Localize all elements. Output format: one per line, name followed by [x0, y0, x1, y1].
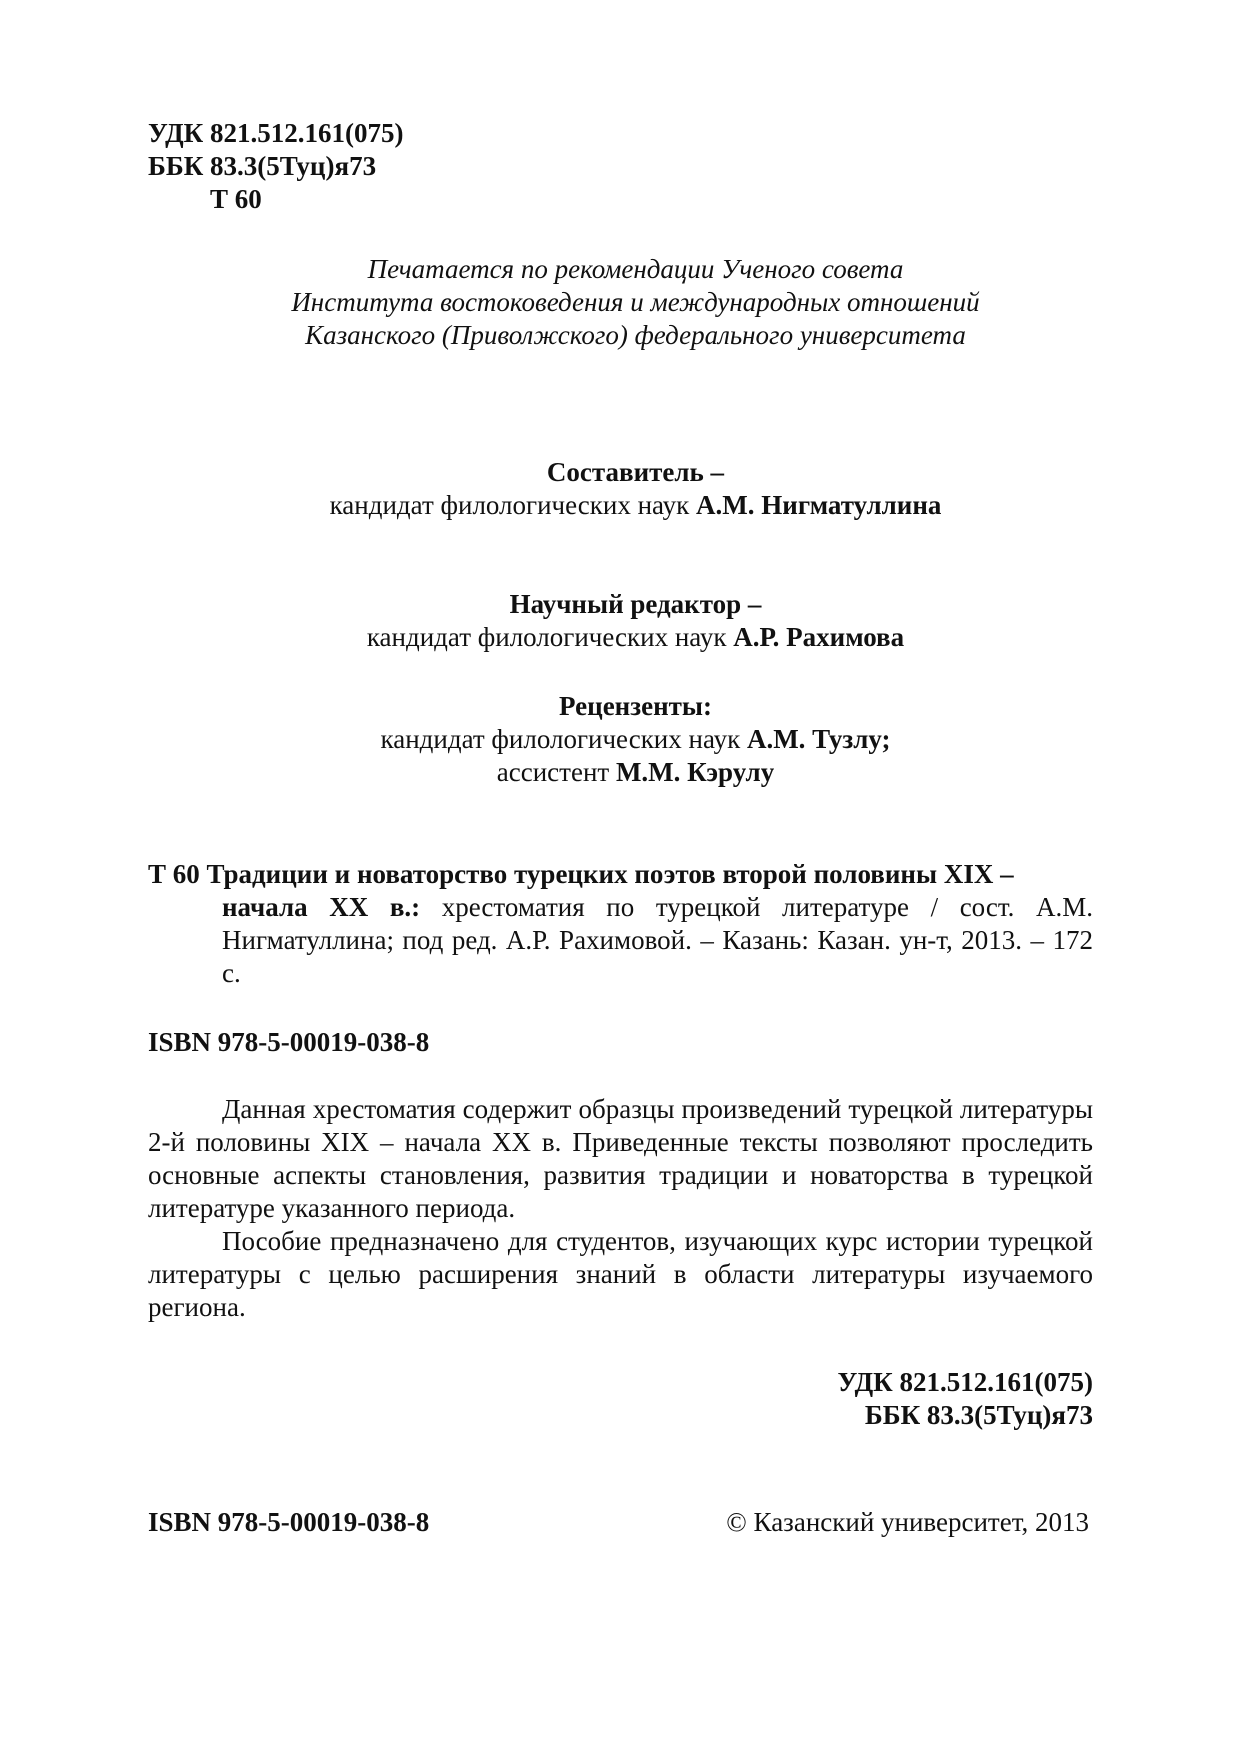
author-mark: Т 60: [210, 184, 262, 214]
reviewer-line: [148, 723, 1123, 756]
isbn-footer: ISBN 978-5-00019-038-8: [148, 1507, 430, 1537]
compiler-role: Составитель –: [546, 457, 725, 487]
abstract-paragraph: Данная хрестоматия содержит образцы произведений турецкой литературы 2-й половины XIX – начала XX в. Приведенные тексты позволяют проследить основные аспекты становления, развития традиции и новаторства в турецкой литературе указанного периода.: [148, 1094, 1093, 1223]
reviewer-degree: кандидат филологических наук: [380, 724, 747, 754]
bibliographic-entry: [148, 858, 1093, 990]
approval-line: Печатается по рекомендации Ученого совета: [367, 254, 904, 284]
bib-entry-details: [148, 891, 1093, 990]
classification-header: [148, 117, 403, 216]
compiler-name: А.М. Нигматуллина: [696, 490, 942, 520]
udk-code: УДК 821.512.161(075): [837, 1367, 1093, 1397]
abstract-paragraph: Пособие предназначено для студентов, изучающих курс истории турецкой литературы с целью расширения знаний в области литературы изучаемого региона.: [148, 1226, 1093, 1322]
editor-degree: кандидат филологических наук: [366, 622, 734, 652]
reviewer-degree: ассистент: [496, 757, 616, 787]
bbk-code: ББК 83.3(5Туц)я73: [148, 151, 377, 181]
editor-credit: [148, 588, 1123, 654]
reviewer-name: М.М. Кэрулу: [615, 757, 775, 787]
isbn-line: ISBN 978-5-00019-038-8: [148, 1027, 430, 1057]
copyright-notice: © Казанский университет, 2013: [726, 1507, 1089, 1537]
reviewer-name: А.М. Тузлу;: [746, 724, 891, 754]
bib-entry-description: хрестоматия по турецкой литературе / сост. А.М. Нигматуллина; под ред. А.Р. Рахимовой. – Казань: Казан. ун-т, 2013. – 172 с.: [222, 892, 1093, 988]
reviewers-role: Рецензенты:: [559, 691, 712, 721]
compiler-line: [148, 489, 1123, 522]
compiler-degree: кандидат филологических наук: [329, 490, 697, 520]
bib-entry-title-end: начала XX в.:: [222, 892, 421, 922]
editor-line: [148, 621, 1123, 654]
classification-footer: [838, 1366, 1093, 1432]
approval-statement: [148, 253, 1123, 352]
udk-code: УДК 821.512.161(075): [148, 118, 404, 148]
editor-role: Научный редактор –: [509, 589, 762, 619]
bib-entry-title-line: Т 60 Традиции и новаторство турецких поэтов второй половины XIX –: [148, 859, 1014, 889]
approval-line: Института востоковедения и международных отношений: [291, 287, 980, 317]
reviewer-line: [148, 756, 1123, 789]
compiler-credit: [148, 456, 1123, 522]
approval-line: Казанского (Приволжского) федерального университета: [305, 320, 966, 350]
reviewers-credit: [148, 690, 1123, 789]
bbk-code: ББК 83.3(5Туц)я73: [864, 1400, 1093, 1430]
abstract: [148, 1093, 1093, 1324]
editor-name: А.Р. Рахимова: [733, 622, 905, 652]
